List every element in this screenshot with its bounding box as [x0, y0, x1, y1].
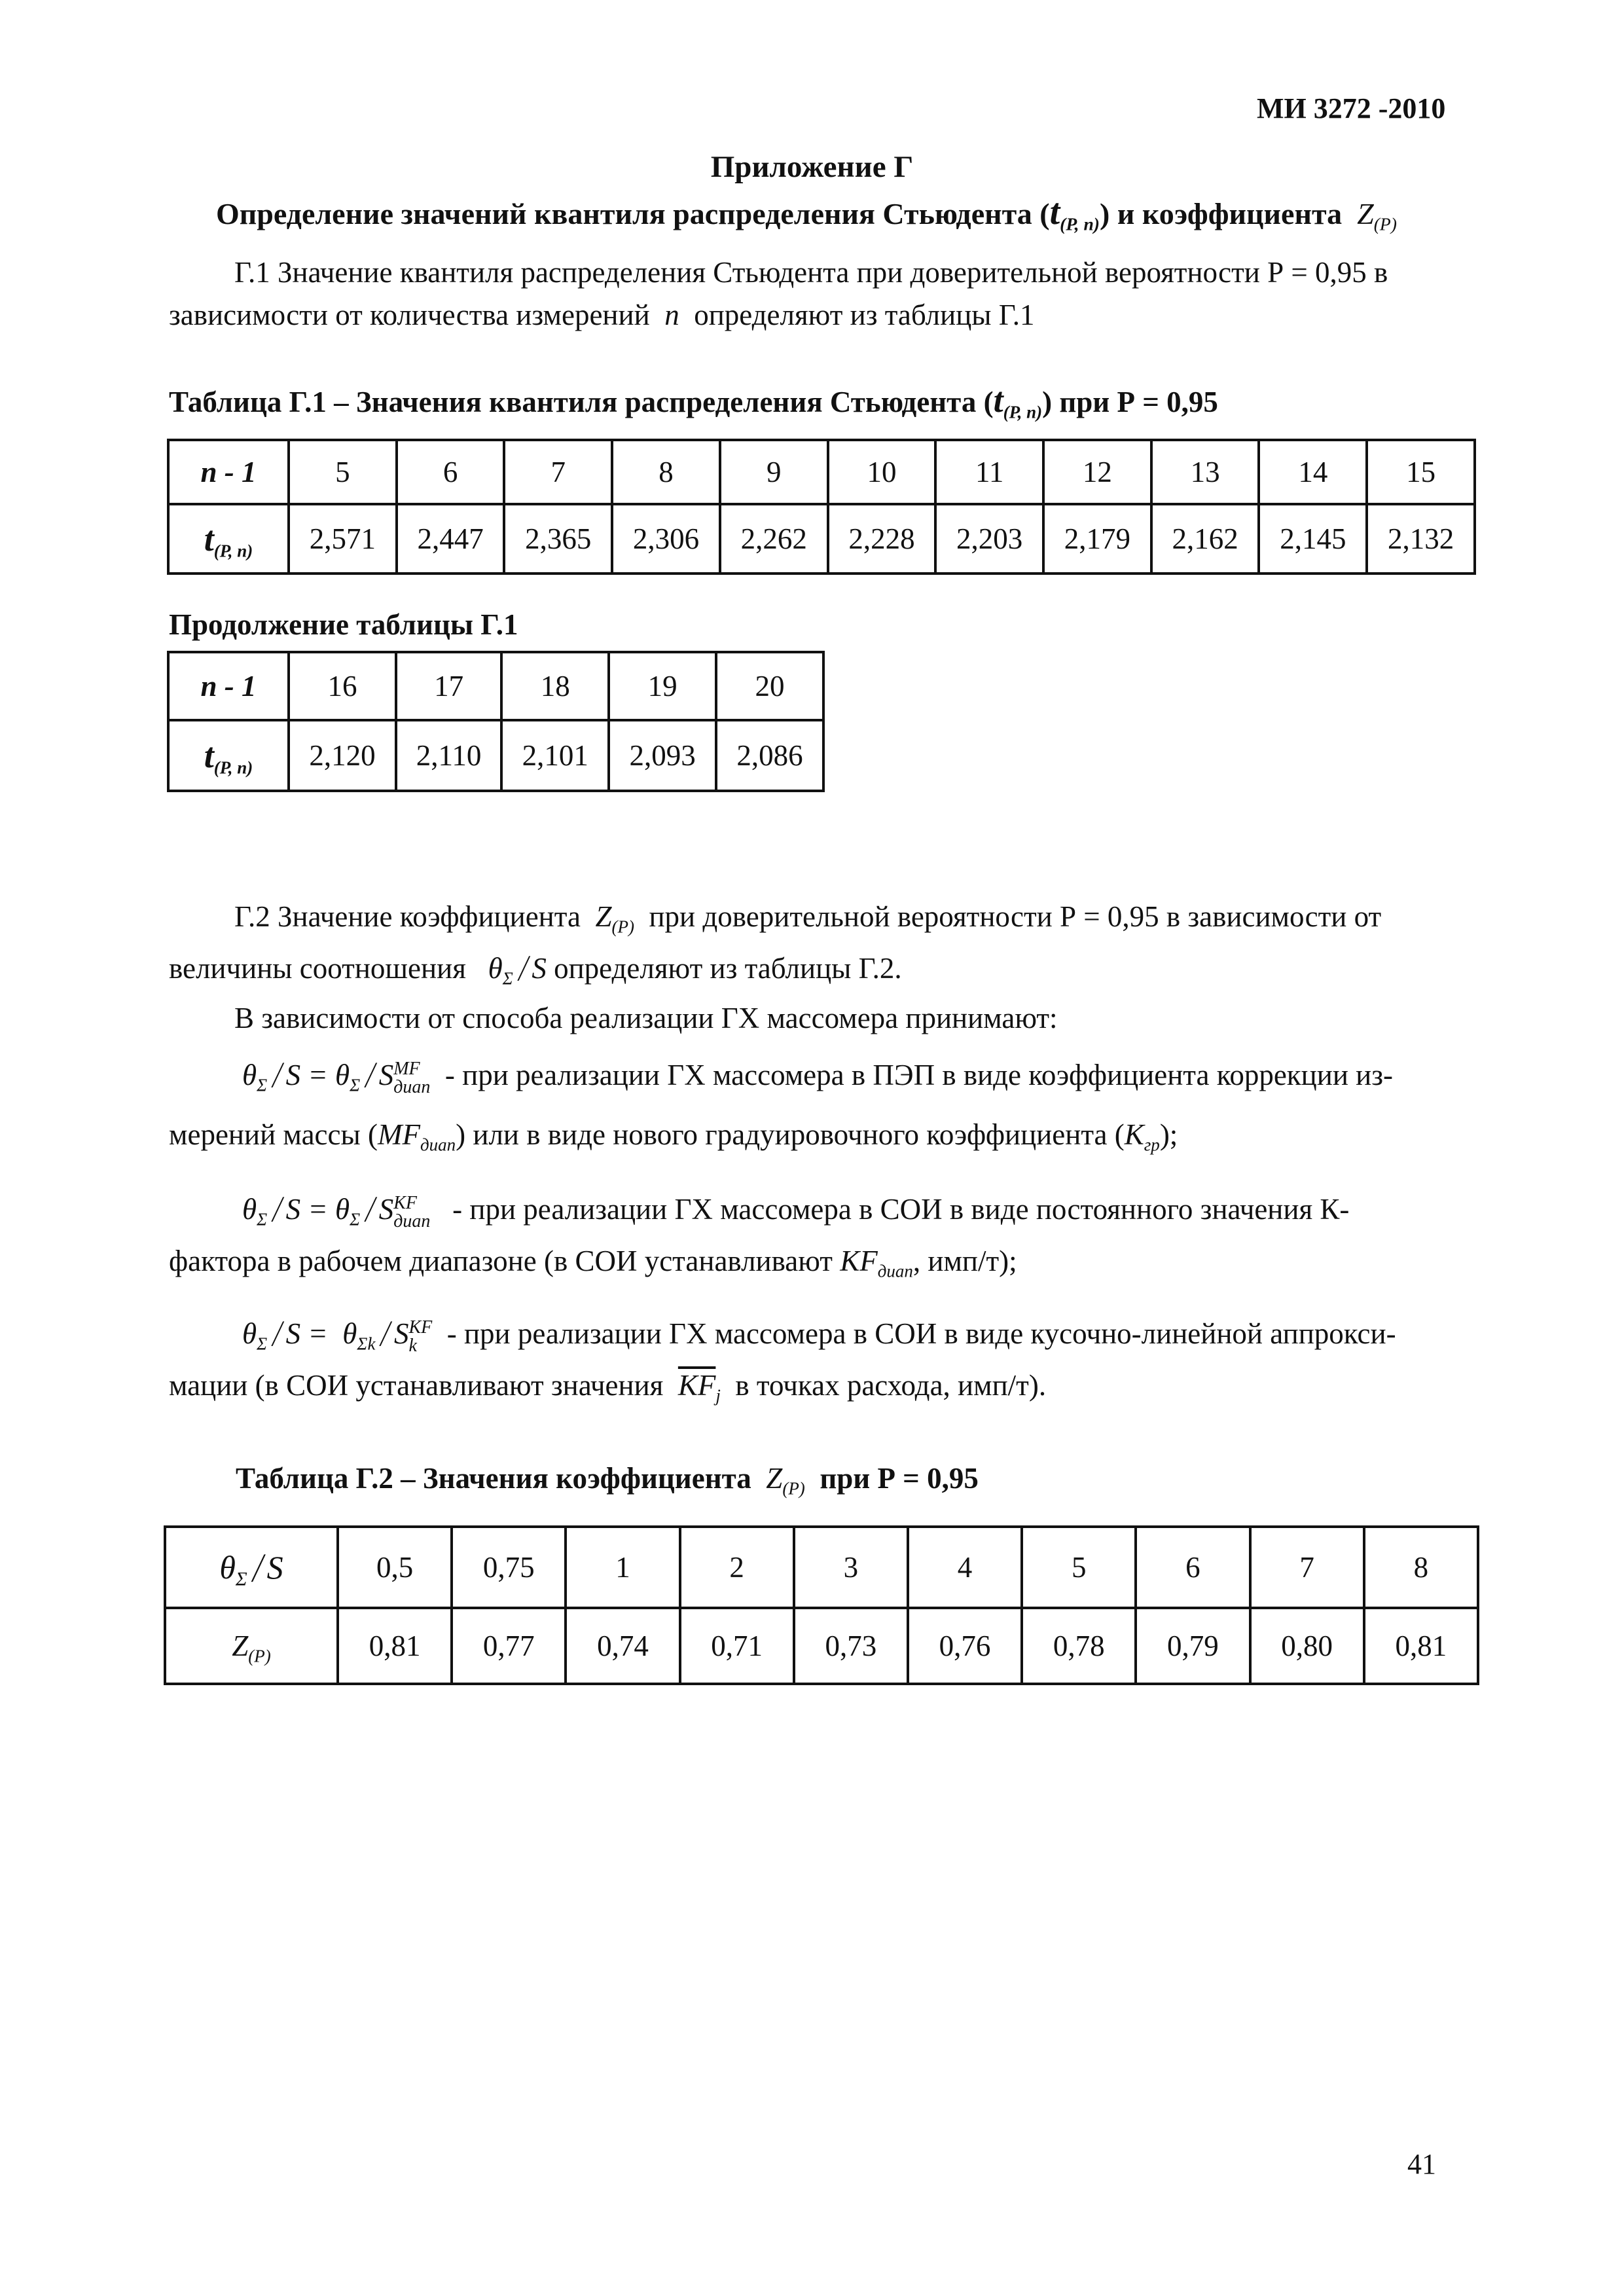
table-1-row-n — [168, 440, 1475, 504]
table-1-continuation-caption: Продолжение таблицы Г.1 — [169, 608, 518, 641]
z-symbol: Z — [766, 1462, 783, 1495]
formula-2-text-b1: фактора в рабочем диапазоне (в СОИ устанавливают — [169, 1245, 833, 1278]
t-subscript: (P, n) — [1060, 213, 1100, 234]
section-2-line-2 — [169, 947, 1439, 990]
formula-1-text-b3: ); — [1159, 1118, 1178, 1152]
table-1-caption-b: ) при Р = 0,95 — [1042, 386, 1218, 418]
formula-2-text-b2: , имп/т); — [912, 1245, 1017, 1278]
formula-1-text-a: - при реализации ГХ массомера в ПЭП в виде коэффициента коррекции из- — [444, 1059, 1393, 1091]
table-1-header-t — [168, 504, 289, 574]
formula-3-line-2 — [169, 1364, 1439, 1407]
table-1 — [167, 439, 1476, 575]
formula-1-line-1 — [169, 1054, 1439, 1097]
table-cell: 2,110 — [396, 720, 501, 791]
table-cell: 0,73 — [794, 1608, 908, 1684]
table-cell: 0,5 — [338, 1527, 452, 1608]
section-2-paragraph — [169, 896, 1439, 1040]
z-symbol: Z — [595, 900, 612, 933]
table-cell: 0,76 — [908, 1608, 1022, 1684]
table-cell: 18 — [501, 652, 609, 720]
table-1-cont-header-t — [168, 720, 289, 791]
table-1-header-n: n - 1 — [168, 440, 289, 504]
formula-3-text-b2: в точках расхода, имп/т). — [735, 1369, 1047, 1402]
appendix-subtitle — [216, 191, 1397, 233]
table-cell: 8 — [1364, 1527, 1478, 1608]
table-cell: 1 — [566, 1527, 679, 1608]
formula-2-line-2 — [169, 1240, 1439, 1283]
ratio-formula: $\theta_\Sigma/S$ — [488, 947, 547, 989]
t-symbol: t — [204, 736, 214, 775]
table-cell: 10 — [828, 440, 936, 504]
formula-2-line-1 — [169, 1188, 1439, 1231]
table-cell: 2,306 — [612, 504, 720, 574]
formula-3-text-b1: мации (в СОИ устанавливают значения — [169, 1369, 664, 1402]
kf-j-symbol: $\overline{KF}$ — [677, 1369, 716, 1402]
formula-3-block — [169, 1313, 1439, 1408]
section-2-line-1 — [169, 896, 1439, 938]
section-2-text-d: определяют из таблицы Г.2. — [554, 952, 902, 985]
z-subscript: (P) — [611, 917, 634, 937]
formula-1-text-b1: мерений массы ( — [169, 1118, 378, 1152]
subtitle-mid: ) и коэффициента — [1100, 197, 1343, 230]
section-2-text-a: Г.2 Значение коэффициента — [234, 900, 581, 933]
table-cell: 0,71 — [680, 1608, 794, 1684]
kf-j-subscript: j — [715, 1385, 721, 1406]
formula-3-line-1 — [169, 1313, 1439, 1355]
table-cell: 7 — [504, 440, 612, 504]
formula-1: $\theta_\Sigma/S = \theta_\Sigma/S$ MF диап — [242, 1054, 431, 1097]
table-2-caption-b: при Р = 0,95 — [820, 1462, 979, 1495]
table-cell: 2 — [680, 1527, 794, 1608]
table-cell: 2,093 — [609, 720, 716, 791]
z-subscript: (P) — [782, 1478, 805, 1499]
section-1-text-a: зависимости от количества измерений — [169, 299, 650, 332]
table-2-caption-a: Таблица Г.2 – Значения коэффициента — [236, 1462, 751, 1495]
table-cell: 0,74 — [566, 1608, 679, 1684]
table-cell: 2,203 — [935, 504, 1043, 574]
table-cell: 2,447 — [397, 504, 505, 574]
appendix-title: Приложение Г — [710, 150, 914, 184]
table-cell: 13 — [1151, 440, 1259, 504]
table-cell: 3 — [794, 1527, 908, 1608]
t-subscript: (P, n) — [1003, 402, 1043, 422]
table-cell: 2,179 — [1043, 504, 1151, 574]
k-symbol: $K_{гр}$ — [1124, 1118, 1160, 1155]
z-symbol: Z — [1357, 197, 1374, 230]
section-2-intro: В зависимости от способа реализации ГХ массомера принимают: — [234, 1001, 1058, 1034]
table-cell: 0,75 — [452, 1527, 566, 1608]
mf-symbol: $MF_{диап}$ — [377, 1118, 456, 1155]
table-cell: 0,77 — [452, 1608, 566, 1684]
table-cell: 12 — [1043, 440, 1151, 504]
table-cell: 15 — [1367, 440, 1475, 504]
t-symbol: t — [1049, 192, 1060, 232]
t-subscript: (P, n) — [213, 541, 253, 561]
table-2-caption — [236, 1461, 979, 1499]
table-cell: 0,80 — [1250, 1608, 1364, 1684]
section-1-text-b: определяют из таблицы Г.1 — [694, 299, 1035, 332]
table-cell: 16 — [289, 652, 396, 720]
table-2 — [164, 1525, 1479, 1685]
formula-2-text-a: - при реализации ГХ массомера в СОИ в виде постоянного значения К- — [452, 1193, 1350, 1226]
document-number: МИ 3272 -2010 — [1257, 92, 1446, 124]
table-1-row-t — [168, 504, 1475, 574]
section-2-text-c: величины соотношения — [169, 952, 466, 985]
section-2-text-b: при доверительной вероятности Р = 0,95 в зависимости от — [649, 900, 1382, 933]
t-subscript: (P, n) — [213, 757, 253, 778]
section-1-paragraph — [169, 251, 1439, 337]
section-1-line-2 — [169, 294, 1439, 337]
table-cell: 2,365 — [504, 504, 612, 574]
table-cell: 2,145 — [1259, 504, 1367, 574]
table-cell: 11 — [935, 440, 1043, 504]
subtitle-prefix: Определение значений квантиля распределения Стьюдента ( — [216, 197, 1050, 230]
table-cell: 6 — [397, 440, 505, 504]
table-cell: 0,81 — [338, 1608, 452, 1684]
table-2-row-z — [165, 1608, 1478, 1684]
table-cell: 5 — [1022, 1527, 1136, 1608]
table-1-caption — [169, 380, 1218, 420]
table-cell: 5 — [289, 440, 397, 504]
kf-symbol: $KF_{диап}$ — [840, 1245, 913, 1281]
formula-1-line-2 — [169, 1114, 1439, 1156]
table-2-header-z — [165, 1608, 338, 1684]
section-1-line-1: Г.1 Значение квантиля распределения Стьюдента при доверительной вероятности Р = 0,95 в — [234, 256, 1388, 289]
table-cell: 2,228 — [828, 504, 936, 574]
table-1-cont-row-t — [168, 720, 823, 791]
table-cell: 2,132 — [1367, 504, 1475, 574]
table-cell: 0,81 — [1364, 1608, 1478, 1684]
table-cell: 19 — [609, 652, 716, 720]
table-cell: 9 — [720, 440, 828, 504]
formula-1-text-b2: ) или в виде нового градуировочного коэффициента ( — [456, 1118, 1125, 1152]
table-cell: 4 — [908, 1527, 1022, 1608]
table-cell: 2,101 — [501, 720, 609, 791]
table-cell: 0,78 — [1022, 1608, 1136, 1684]
table-cell: 2,120 — [289, 720, 396, 791]
table-cell: 2,162 — [1151, 504, 1259, 574]
z-subscript: (P) — [1373, 213, 1397, 234]
t-symbol: t — [204, 519, 214, 558]
z-subscript: (P) — [248, 1646, 271, 1666]
n-symbol: n — [664, 299, 679, 332]
table-2-row-ratio — [165, 1527, 1478, 1608]
table-cell: 20 — [716, 652, 823, 720]
table-2-header-ratio: $\theta_\Sigma/S$ — [165, 1527, 338, 1608]
formula-3: $\theta_\Sigma/S = \theta_{\Sigma k}/S$ KF k — [242, 1313, 433, 1356]
formula-1-block — [169, 1054, 1439, 1157]
table-1-cont-row-n — [168, 652, 823, 720]
z-symbol: Z — [232, 1630, 249, 1662]
table-cell: 14 — [1259, 440, 1367, 504]
table-cell: 0,79 — [1136, 1608, 1250, 1684]
table-cell: 2,571 — [289, 504, 397, 574]
table-1-caption-a: Таблица Г.1 – Значения квантиля распределения Стьюдента ( — [169, 386, 994, 418]
table-cell: 7 — [1250, 1527, 1364, 1608]
table-cell: 17 — [396, 652, 501, 720]
table-1-continuation — [167, 651, 825, 792]
table-cell: 6 — [1136, 1527, 1250, 1608]
formula-2-block — [169, 1188, 1439, 1283]
table-cell: 2,086 — [716, 720, 823, 791]
t-symbol: t — [993, 380, 1003, 420]
table-cell: 2,262 — [720, 504, 828, 574]
formula-2: $\theta_\Sigma/S = \theta_\Sigma/S$ KF диап — [242, 1188, 431, 1231]
formula-3-text-a: - при реализации ГХ массомера в СОИ в виде кусочно-линейной аппрокси- — [446, 1317, 1396, 1350]
table-1-cont-header-n: n - 1 — [168, 652, 289, 720]
table-cell: 8 — [612, 440, 720, 504]
page-number: 41 — [1407, 2148, 1436, 2180]
